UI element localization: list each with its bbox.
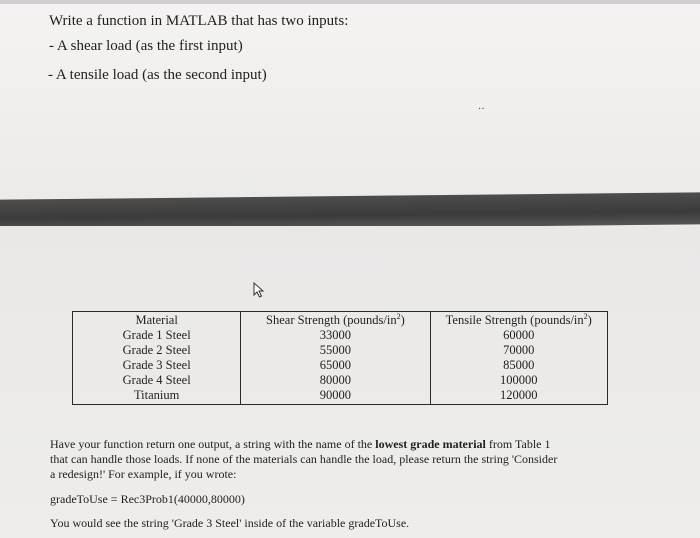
shear-cell: 90000 (319, 388, 352, 402)
material-cell: Titanium (133, 388, 180, 402)
instruction-line-3: a redesign!' For example, if you wrote: (50, 467, 237, 481)
shear-cell: 80000 (319, 373, 352, 387)
question-intro: Write a function in MATLAB that has two inputs: (49, 13, 349, 29)
tensile-cell: 120000 (500, 388, 538, 402)
material-header: Material (135, 313, 178, 327)
shear-column (241, 312, 430, 405)
example-code: gradeToUse = Rec3Prob1(40000,80000) (50, 492, 245, 506)
tensile-cell: 70000 (503, 343, 535, 357)
material-column (73, 312, 241, 405)
shear-cell: 55000 (319, 343, 352, 357)
table-row (73, 312, 608, 405)
mouse-pointer-icon (252, 282, 268, 298)
material-cell: Grade 3 Steel (122, 358, 191, 372)
input-2-text: - A tensile load (as the second input) (48, 67, 267, 83)
instruction-line-1: Have your function return one output, a string with the name of the lowest grade material from Table 1 (50, 437, 551, 451)
example-result: You would see the string 'Grade 3 Steel' inside of the variable gradeToUse. (50, 516, 410, 530)
stray-mark: ·· (478, 104, 485, 115)
tensile-cell: 85000 (503, 358, 535, 372)
input-1-text: - A shear load (as the first input) (49, 38, 243, 54)
shear-header: Shear Strength $(pounds/in^2)$ (266, 311, 405, 327)
top-divider (0, 0, 700, 4)
tensile-header: Tensile Strength $(pounds/in^2)$ (445, 311, 592, 327)
top-page-section (0, 0, 700, 196)
materials-table (72, 311, 608, 405)
tensile-cell: 60000 (503, 328, 535, 342)
shear-cell: 33000 (319, 328, 352, 342)
tensile-column (430, 312, 607, 405)
lowest-grade-emphasis: lowest grade material (375, 437, 486, 451)
shear-cell: 65000 (319, 358, 352, 372)
material-cell: Grade 4 Steel (122, 373, 191, 387)
material-cell: Grade 1 Steel (122, 328, 191, 342)
instruction-line-2: that can handle those loads. If none of the materials can handle the load, please return the string 'Consider (50, 452, 558, 466)
material-cell: Grade 2 Steel (122, 343, 191, 357)
tensile-cell: 100000 (500, 373, 538, 387)
